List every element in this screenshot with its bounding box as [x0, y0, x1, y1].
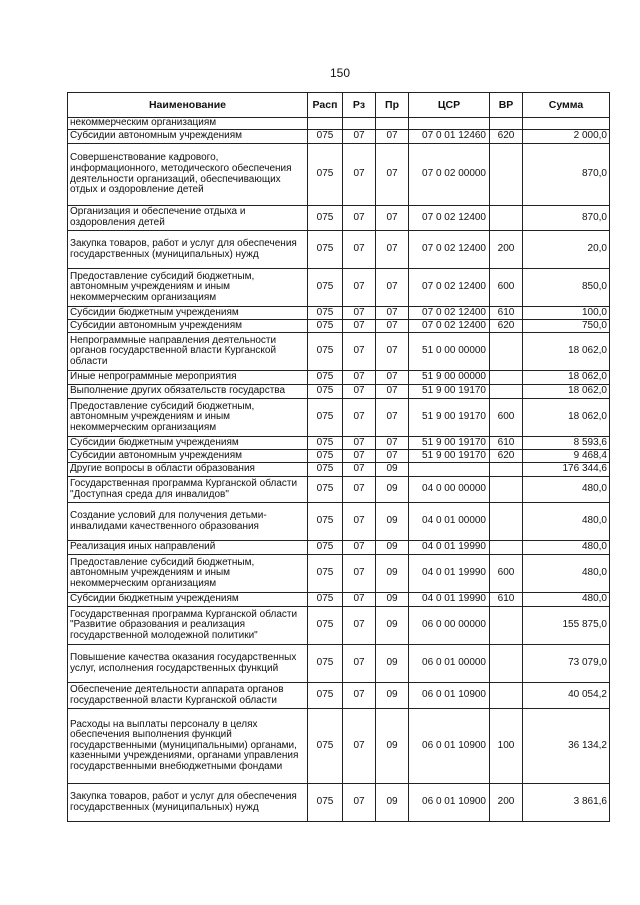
row-csr-cell: 51 9 00 19170 [409, 399, 490, 437]
row-csr-cell: 51 9 00 19170 [409, 385, 490, 399]
table-row [68, 607, 610, 645]
table-row [68, 269, 610, 307]
table-row [68, 503, 610, 541]
row-rz-cell: 07 [343, 593, 376, 607]
row-rz-cell: 07 [343, 607, 376, 645]
row-rasp-cell: 075 [308, 463, 343, 477]
row-vr-cell: 200 [490, 784, 523, 822]
row-name-cell: Предоставление субсидий бюджетным, автономным учреждениям и иным некоммерческим организациям [68, 555, 308, 593]
row-vr-cell [490, 144, 523, 206]
row-pr-cell [376, 118, 409, 130]
row-sum-cell: 750,0 [523, 320, 610, 333]
table-row [68, 683, 610, 709]
row-name-cell: Субсидии бюджетным учреждениям [68, 593, 308, 607]
row-name-cell: Создание условий для получения детьми-инвалидами качественного образования [68, 503, 308, 541]
row-csr-cell: 51 9 00 19170 [409, 450, 490, 463]
table-row [68, 307, 610, 320]
row-vr-cell [490, 645, 523, 683]
row-pr-cell: 07 [376, 385, 409, 399]
row-rz-cell: 07 [343, 645, 376, 683]
row-pr-cell: 07 [376, 269, 409, 307]
row-csr-cell: 06 0 01 10900 [409, 709, 490, 784]
table-row [68, 645, 610, 683]
row-rz-cell: 07 [343, 399, 376, 437]
row-vr-cell: 200 [490, 231, 523, 269]
row-pr-cell: 07 [376, 320, 409, 333]
row-csr-cell: 06 0 01 00000 [409, 645, 490, 683]
row-rz-cell: 07 [343, 231, 376, 269]
row-rasp-cell: 075 [308, 709, 343, 784]
row-csr-cell: 07 0 02 12400 [409, 231, 490, 269]
table-row [68, 320, 610, 333]
row-rasp-cell: 075 [308, 307, 343, 320]
row-csr-cell: 04 0 01 00000 [409, 503, 490, 541]
row-vr-cell [490, 385, 523, 399]
row-pr-cell: 09 [376, 463, 409, 477]
row-csr-cell: 51 9 00 00000 [409, 371, 490, 385]
row-rz-cell: 07 [343, 269, 376, 307]
row-rz-cell: 07 [343, 555, 376, 593]
row-pr-cell: 09 [376, 784, 409, 822]
row-name-cell: Субсидии бюджетным учреждениям [68, 307, 308, 320]
row-csr-cell: 07 0 02 12400 [409, 206, 490, 231]
row-rz-cell: 07 [343, 385, 376, 399]
row-csr-cell: 06 0 00 00000 [409, 607, 490, 645]
row-pr-cell: 07 [376, 307, 409, 320]
row-name-cell: Организация и обеспечение отдыха и оздоровления детей [68, 206, 308, 231]
row-rasp-cell: 075 [308, 437, 343, 450]
row-csr-cell: 51 0 00 00000 [409, 333, 490, 371]
row-name-cell: Субсидии бюджетным учреждениям [68, 437, 308, 450]
row-pr-cell: 09 [376, 645, 409, 683]
row-rasp-cell: 075 [308, 206, 343, 231]
row-rz-cell: 07 [343, 130, 376, 144]
row-rasp-cell: 075 [308, 320, 343, 333]
table-row [68, 784, 610, 822]
row-rz-cell: 07 [343, 541, 376, 555]
table-row [68, 118, 610, 130]
row-vr-cell: 610 [490, 593, 523, 607]
table-row [68, 333, 610, 371]
row-rasp-cell: 075 [308, 371, 343, 385]
row-name-cell: Повышение качества оказания государственных услуг, исполнения государственных функций [68, 645, 308, 683]
row-csr-cell: 04 0 01 19990 [409, 541, 490, 555]
row-csr-cell: 06 0 01 10900 [409, 784, 490, 822]
row-csr-cell: 07 0 02 12400 [409, 307, 490, 320]
row-name-cell: Расходы на выплаты персоналу в целях обеспечения выполнения функций государственными (муниципальными) органами, казенными учреждениями, органами управления государственными внебюджетными фондами [68, 709, 308, 784]
row-pr-cell: 09 [376, 593, 409, 607]
row-name-cell: Субсидии автономным учреждениям [68, 450, 308, 463]
row-rasp-cell: 075 [308, 784, 343, 822]
row-sum-cell: 480,0 [523, 555, 610, 593]
row-pr-cell: 09 [376, 709, 409, 784]
row-csr-cell: 51 9 00 19170 [409, 437, 490, 450]
row-vr-cell: 620 [490, 320, 523, 333]
row-rz-cell: 07 [343, 463, 376, 477]
row-vr-cell [490, 541, 523, 555]
row-rz-cell: 07 [343, 206, 376, 231]
row-rz-cell: 07 [343, 320, 376, 333]
row-name-cell: Предоставление субсидий бюджетным, автономным учреждениям и иным некоммерческим организациям [68, 399, 308, 437]
row-sum-cell: 3 861,6 [523, 784, 610, 822]
table-row [68, 371, 610, 385]
row-vr-cell: 620 [490, 130, 523, 144]
row-name-cell: Обеспечение деятельности аппарата органов государственной власти Курганской области [68, 683, 308, 709]
table-row [68, 450, 610, 463]
column-header-name: Наименование [68, 93, 308, 118]
row-name-cell: Реализация иных направлений [68, 541, 308, 555]
row-rz-cell: 07 [343, 144, 376, 206]
row-name-cell: Государственная программа Курганской области "Доступная среда для инвалидов" [68, 477, 308, 503]
row-csr-cell: 04 0 01 19990 [409, 555, 490, 593]
row-rasp-cell: 075 [308, 683, 343, 709]
row-vr-cell [490, 118, 523, 130]
row-pr-cell: 09 [376, 607, 409, 645]
table-row [68, 709, 610, 784]
row-sum-cell: 18 062,0 [523, 333, 610, 371]
column-header-sum: Сумма [523, 93, 610, 118]
row-sum-cell: 155 875,0 [523, 607, 610, 645]
row-vr-cell [490, 607, 523, 645]
row-sum-cell: 2 000,0 [523, 130, 610, 144]
row-sum-cell: 8 593,6 [523, 437, 610, 450]
table-row [68, 593, 610, 607]
row-rasp-cell: 075 [308, 541, 343, 555]
row-rasp-cell: 075 [308, 593, 343, 607]
row-rasp-cell: 075 [308, 144, 343, 206]
row-rasp-cell: 075 [308, 450, 343, 463]
row-sum-cell: 9 468,4 [523, 450, 610, 463]
row-csr-cell [409, 463, 490, 477]
row-csr-cell: 04 0 01 19990 [409, 593, 490, 607]
row-name-cell: Непрограммные направления деятельности органов государственной власти Курганской области [68, 333, 308, 371]
column-header-rz: Рз [343, 93, 376, 118]
row-pr-cell: 07 [376, 206, 409, 231]
row-name-cell: Совершенствование кадрового, информационного, методического обеспечения деятельности организаций, обеспечивающих отдых и оздоровление детей [68, 144, 308, 206]
row-sum-cell: 480,0 [523, 477, 610, 503]
row-sum-cell: 480,0 [523, 503, 610, 541]
row-sum-cell: 36 134,2 [523, 709, 610, 784]
row-rz-cell [343, 118, 376, 130]
row-name-cell: Государственная программа Курганской области "Развитие образования и реализация государственной молодежной политики" [68, 607, 308, 645]
row-vr-cell [490, 463, 523, 477]
table-row [68, 463, 610, 477]
table-row [68, 385, 610, 399]
row-name-cell: Предоставление субсидий бюджетным, автономным учреждениям и иным некоммерческим организациям [68, 269, 308, 307]
row-sum-cell: 18 062,0 [523, 385, 610, 399]
row-rz-cell: 07 [343, 371, 376, 385]
row-sum-cell: 20,0 [523, 231, 610, 269]
row-rasp-cell: 075 [308, 555, 343, 593]
row-name-cell: Иные непрограммные мероприятия [68, 371, 308, 385]
table-row [68, 144, 610, 206]
row-name-cell: некоммерческим организациям [68, 118, 308, 130]
row-pr-cell: 07 [376, 144, 409, 206]
row-vr-cell: 600 [490, 399, 523, 437]
row-sum-cell: 73 079,0 [523, 645, 610, 683]
row-vr-cell [490, 371, 523, 385]
table-row [68, 399, 610, 437]
row-sum-cell: 100,0 [523, 307, 610, 320]
row-rz-cell: 07 [343, 437, 376, 450]
row-sum-cell: 18 062,0 [523, 371, 610, 385]
row-rasp-cell: 075 [308, 399, 343, 437]
row-rasp-cell: 075 [308, 130, 343, 144]
row-rasp-cell: 075 [308, 477, 343, 503]
row-pr-cell: 09 [376, 683, 409, 709]
row-pr-cell: 07 [376, 450, 409, 463]
row-csr-cell: 06 0 01 10900 [409, 683, 490, 709]
row-sum-cell: 870,0 [523, 144, 610, 206]
row-rz-cell: 07 [343, 709, 376, 784]
row-name-cell: Закупка товаров, работ и услуг для обеспечения государственных (муниципальных) нужд [68, 784, 308, 822]
row-rasp-cell: 075 [308, 503, 343, 541]
table-row [68, 130, 610, 144]
row-pr-cell: 07 [376, 371, 409, 385]
row-csr-cell [409, 118, 490, 130]
row-rz-cell: 07 [343, 477, 376, 503]
row-rz-cell: 07 [343, 333, 376, 371]
row-rasp-cell: 075 [308, 645, 343, 683]
row-pr-cell: 09 [376, 541, 409, 555]
row-rasp-cell: 075 [308, 231, 343, 269]
row-sum-cell: 870,0 [523, 206, 610, 231]
table-row [68, 477, 610, 503]
row-name-cell: Субсидии автономным учреждениям [68, 130, 308, 144]
row-csr-cell: 07 0 02 00000 [409, 144, 490, 206]
row-csr-cell: 07 0 02 12400 [409, 269, 490, 307]
row-pr-cell: 07 [376, 231, 409, 269]
row-vr-cell [490, 206, 523, 231]
row-csr-cell: 07 0 02 12400 [409, 320, 490, 333]
row-sum-cell: 18 062,0 [523, 399, 610, 437]
row-vr-cell [490, 683, 523, 709]
table-header-row [68, 93, 610, 118]
table-row [68, 206, 610, 231]
row-pr-cell: 09 [376, 503, 409, 541]
row-rasp-cell: 075 [308, 385, 343, 399]
row-vr-cell: 610 [490, 437, 523, 450]
row-vr-cell: 620 [490, 450, 523, 463]
row-vr-cell: 100 [490, 709, 523, 784]
row-name-cell: Другие вопросы в области образования [68, 463, 308, 477]
row-rasp-cell [308, 118, 343, 130]
table-row [68, 555, 610, 593]
row-sum-cell: 176 344,6 [523, 463, 610, 477]
row-pr-cell: 07 [376, 130, 409, 144]
table-row [68, 231, 610, 269]
page-number: 150 [329, 66, 351, 80]
row-name-cell: Субсидии автономным учреждениям [68, 320, 308, 333]
row-csr-cell: 07 0 01 12460 [409, 130, 490, 144]
row-rz-cell: 07 [343, 450, 376, 463]
budget-table [67, 92, 610, 822]
table-row [68, 541, 610, 555]
row-pr-cell: 07 [376, 437, 409, 450]
column-header-csr: ЦСР [409, 93, 490, 118]
row-pr-cell: 07 [376, 333, 409, 371]
row-pr-cell: 09 [376, 477, 409, 503]
row-pr-cell: 07 [376, 399, 409, 437]
row-sum-cell: 40 054,2 [523, 683, 610, 709]
row-sum-cell: 480,0 [523, 593, 610, 607]
row-vr-cell [490, 477, 523, 503]
row-rz-cell: 07 [343, 784, 376, 822]
column-header-vr: ВР [490, 93, 523, 118]
row-vr-cell: 610 [490, 307, 523, 320]
row-name-cell: Выполнение других обязательств государства [68, 385, 308, 399]
row-name-cell: Закупка товаров, работ и услуг для обеспечения государственных (муниципальных) нужд [68, 231, 308, 269]
row-vr-cell: 600 [490, 269, 523, 307]
row-rasp-cell: 075 [308, 607, 343, 645]
row-csr-cell: 04 0 00 00000 [409, 477, 490, 503]
row-pr-cell: 09 [376, 555, 409, 593]
column-header-pr: Пр [376, 93, 409, 118]
row-rz-cell: 07 [343, 503, 376, 541]
row-vr-cell [490, 333, 523, 371]
row-sum-cell [523, 118, 610, 130]
column-header-rasp: Расп [308, 93, 343, 118]
row-sum-cell: 480,0 [523, 541, 610, 555]
row-rz-cell: 07 [343, 307, 376, 320]
table-row [68, 437, 610, 450]
row-vr-cell [490, 503, 523, 541]
row-rasp-cell: 075 [308, 269, 343, 307]
row-vr-cell: 600 [490, 555, 523, 593]
row-rasp-cell: 075 [308, 333, 343, 371]
row-sum-cell: 850,0 [523, 269, 610, 307]
row-rz-cell: 07 [343, 683, 376, 709]
